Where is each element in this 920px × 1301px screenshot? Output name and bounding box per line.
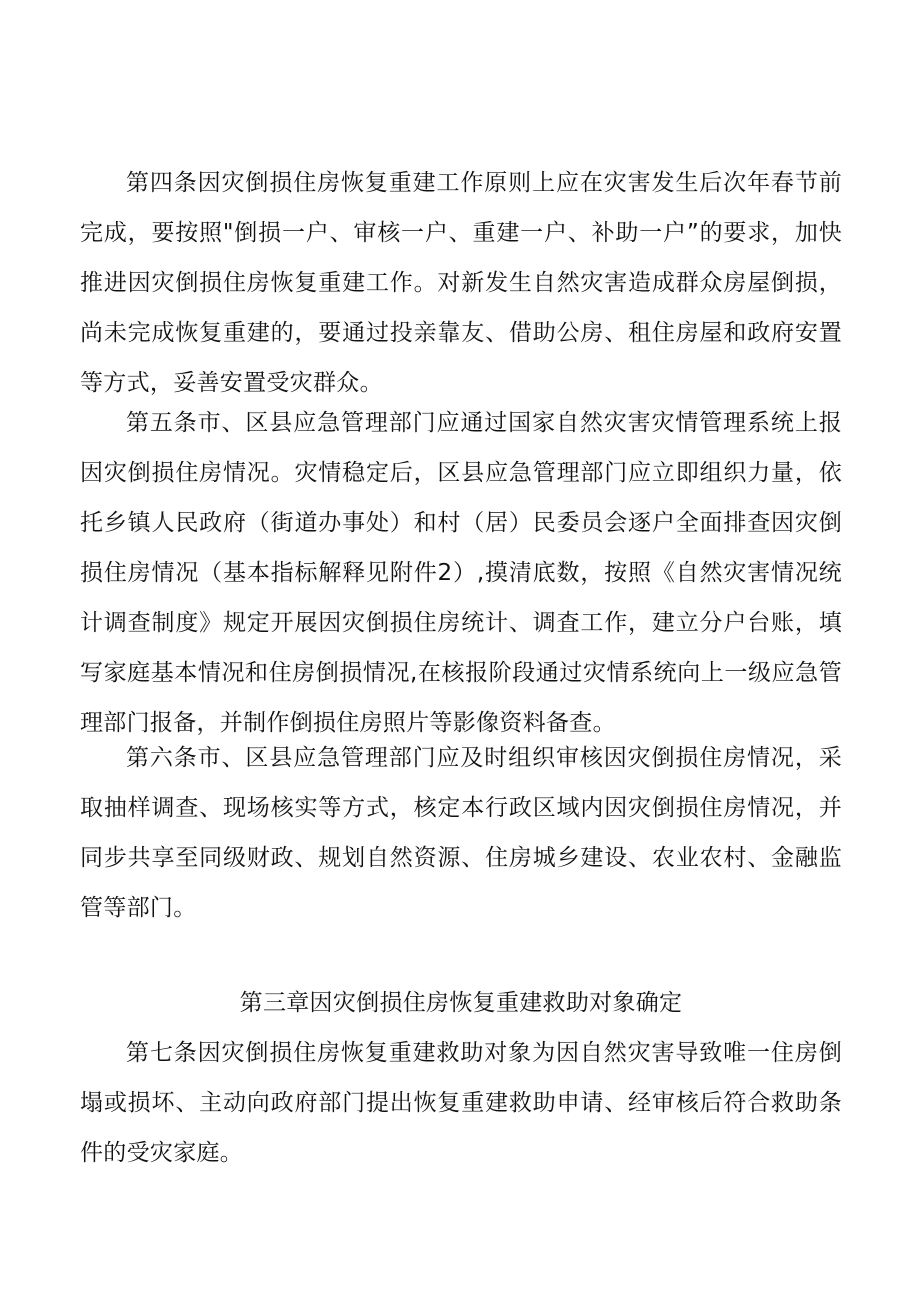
article-7-paragraph: 第七条因灾倒损住房恢复重建救助对象为因自然灾害导致唯一住房倒塌或损坏、主动向政府部门提出恢复重建救助申请、经审核后符合救助条件的受灾家庭。 bbox=[80, 1040, 842, 1166]
article-6-paragraph: 第六条市、区县应急管理部门应及时组织审核因灾倒损住房情况，采取抽样调查、现场核实等方式，核定本行政区域内因灾倒损住房情况，并同步共享至同级财政、规划自然资源、住房城乡建设、农业农村、金融监管等部门。 bbox=[80, 745, 842, 921]
chapter-3-heading: 第三章因灾倒损住房恢复重建救助对象确定 bbox=[239, 990, 683, 1016]
article-5-paragraph: 第五条市、区县应急管理部门应通过国家自然灾害灾情管理系统上报因灾倒损住房情况。灾情稳定后，区县应急管理部门应立即组织力量，依托乡镇人民政府（街道办事处）和村（居）民委员会逐户全面排查因灾倒损住房情况（基本指标解释见附件2）,摸清底数，按照《自然灾害情况统计调查制度》规定开展因灾倒损住房统计、调査工作，建立分户台账，填写家庭基本情况和住房倒损情况,在核报阶段通过灾情系统向上一级应急管理部门报备，并制作倒损住房照片等影像资料备查。 bbox=[80, 410, 842, 736]
article-4-paragraph: 第四条因灾倒损住房恢复重建工作原则上应在灾害发生后次年春节前完成，要按照"倒损一户、审核一户、重建一户、补助一户”的要求，加快推进因灾倒损住房恢复重建工作。对新发生自然灾害造成群众房屋倒损，尚未完成恢复重建的，要通过投亲靠友、借助公房、租住房屋和政府安置等方式，妥善安置受灾群众。 bbox=[80, 170, 842, 396]
